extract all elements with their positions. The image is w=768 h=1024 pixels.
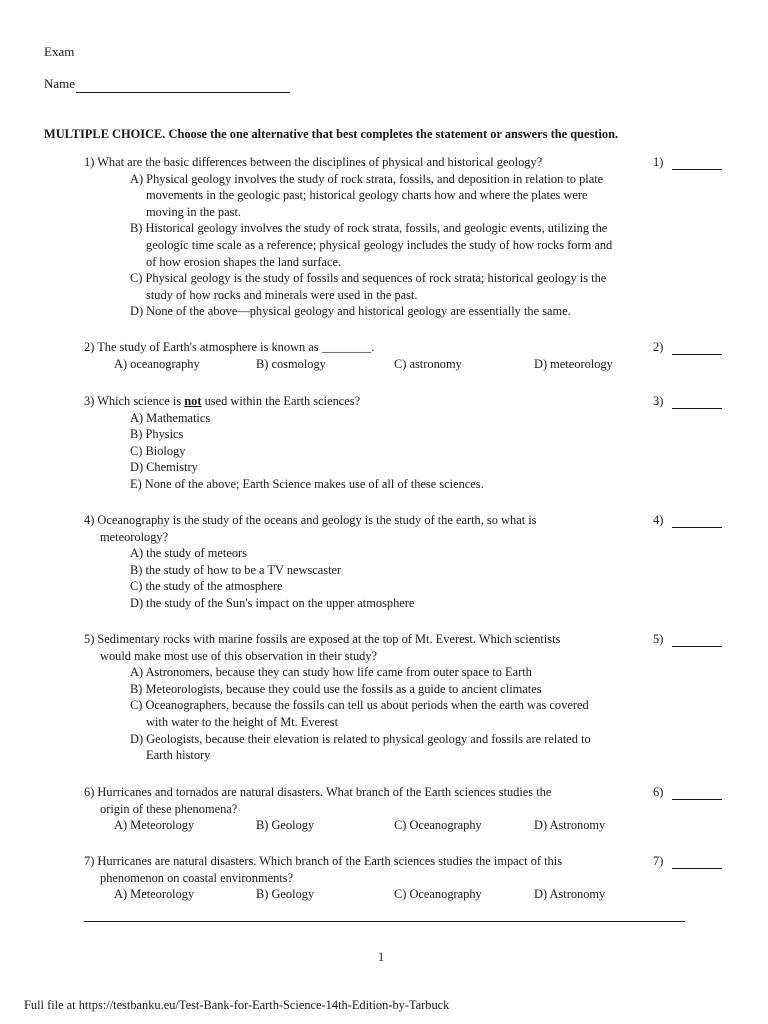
name-blank-line — [76, 78, 290, 93]
name-label: Name — [44, 76, 76, 91]
question-4 — [84, 512, 644, 612]
question-4-option-a: A) the study of meteors — [130, 546, 247, 561]
instructions: MULTIPLE CHOICE. Choose the one alternative that best completes the statement or answers the question. — [44, 127, 619, 141]
question-4-option-d: D) the study of the Sun's impact on the upper atmosphere — [130, 595, 415, 610]
question-6-options — [84, 817, 644, 834]
question-3-stem: 3) Which science is not used within the Earth sciences? — [84, 394, 361, 408]
question-7-stem: 7) Hurricanes are natural disasters. Which branch of the Earth sciences studies the impact of this phenomenon on coastal environments? — [84, 854, 563, 885]
answer-number-2: 2) — [653, 340, 664, 354]
answer-blank-4[interactable] — [672, 514, 722, 528]
question-5-option-d: D) Geologists, because their elevation is related to physical geology and fossils are related to Earth history — [130, 731, 591, 763]
question-6-stem: 6) Hurricanes and tornados are natural disasters. What branch of the Earth sciences studies the origin of these phenomena? — [84, 785, 552, 816]
question-2-option-d: D) meteorology — [534, 356, 613, 371]
question-5-option-b: B) Meteorologists, because they could use the fossils as a guide to ancient climates — [130, 681, 542, 696]
answer-blank-3[interactable] — [672, 395, 722, 409]
answer-number-6: 6) — [653, 785, 664, 799]
question-5-stem: 5) Sedimentary rocks with marine fossils are exposed at the top of Mt. Everest. Which scientists would make most use of this observation in their study? — [84, 632, 561, 663]
question-3-option-d: D) Chemistry — [130, 460, 198, 475]
page-number: 1 — [378, 950, 385, 964]
answer-blank-2[interactable] — [672, 341, 722, 355]
question-1-option-d: D) None of the above—physical geology and historical geology are essentially the same. — [130, 304, 571, 319]
question-7-options — [84, 886, 644, 903]
question-7 — [84, 853, 644, 903]
question-5-option-c: C) Oceanographers, because the fossils can tell us about periods when the earth was covered with water to the height of Mt. Everest — [130, 698, 589, 729]
answer-blank-6[interactable] — [672, 786, 722, 800]
question-6-option-a: A) Meteorology — [114, 818, 195, 833]
question-2-option-a: A) oceanography — [114, 356, 200, 371]
question-2-stem: 2) The study of Earth's atmosphere is known as ________. — [84, 340, 375, 354]
answer-number-1: 1) — [653, 155, 664, 169]
answer-blank-5[interactable] — [672, 633, 722, 647]
question-6-option-d: D) Astronomy — [534, 818, 606, 833]
name-field — [44, 76, 290, 93]
question-6-option-b: B) Geology — [256, 818, 315, 833]
question-1-stem: 1) What are the basic differences between the disciplines of physical and historical geology? — [84, 155, 543, 169]
answer-blank-1[interactable] — [672, 156, 722, 170]
question-7-option-d: D) Astronomy — [534, 887, 606, 902]
answer-blank-7[interactable] — [672, 855, 722, 869]
question-7-option-b: B) Geology — [256, 887, 315, 902]
question-3-option-c: C) Biology — [130, 443, 186, 458]
answer-number-3: 3) — [653, 394, 664, 408]
question-4-stem: 4) Oceanography is the study of the oceans and geology is the study of the earth, so what is meteorology? — [84, 513, 537, 544]
question-5-option-a: A) Astronomers, because they can study how life came from outer space to Earth — [130, 665, 532, 680]
question-4-option-b: B) the study of how to be a TV newscaster — [130, 562, 342, 577]
question-3-option-e: E) None of the above; Earth Science makes use of all of these sciences. — [130, 476, 484, 491]
exam-title: Exam — [44, 44, 75, 59]
question-6-option-c: C) Oceanography — [394, 818, 482, 833]
question-3-option-a: A) Mathematics — [130, 410, 211, 425]
question-7-option-c: C) Oceanography — [394, 887, 482, 902]
question-1 — [84, 154, 644, 320]
question-5 — [84, 631, 644, 764]
question-1-option-b: B) Historical geology involves the study of rock strata, fossils, and geologic events, utilizing the geologic time scale as a reference; physical geology includes the study of how rocks form and of how erosion shapes the land surface. — [130, 221, 613, 269]
question-2-option-b: B) cosmology — [256, 356, 326, 371]
question-7-option-a: A) Meteorology — [114, 887, 195, 902]
question-3-option-b: B) Physics — [130, 427, 184, 442]
page-divider — [84, 921, 685, 922]
question-3-emphasis: not — [184, 394, 202, 408]
answer-number-4: 4) — [653, 513, 664, 527]
question-4-option-c: C) the study of the atmosphere — [130, 579, 283, 594]
question-2-option-c: C) astronomy — [394, 356, 462, 371]
question-1-option-a: A) Physical geology involves the study of rock strata, fossils, and deposition in relation to plate movements in the geologic past; historical geology charts how and where the plates were moving in the past. — [130, 171, 604, 219]
question-2 — [84, 339, 644, 373]
question-2-options — [84, 356, 644, 373]
question-6 — [84, 784, 644, 834]
question-3 — [84, 393, 644, 493]
source-footer: Full file at https://testbanku.eu/Test-Bank-for-Earth-Science-14th-Edition-by-Tarbuck — [24, 998, 450, 1012]
answer-number-5: 5) — [653, 632, 664, 646]
answer-number-7: 7) — [653, 854, 664, 868]
question-1-option-c: C) Physical geology is the study of fossils and sequences of rock strata; historical geology is the study of how rocks and minerals were used in the past. — [130, 271, 607, 302]
